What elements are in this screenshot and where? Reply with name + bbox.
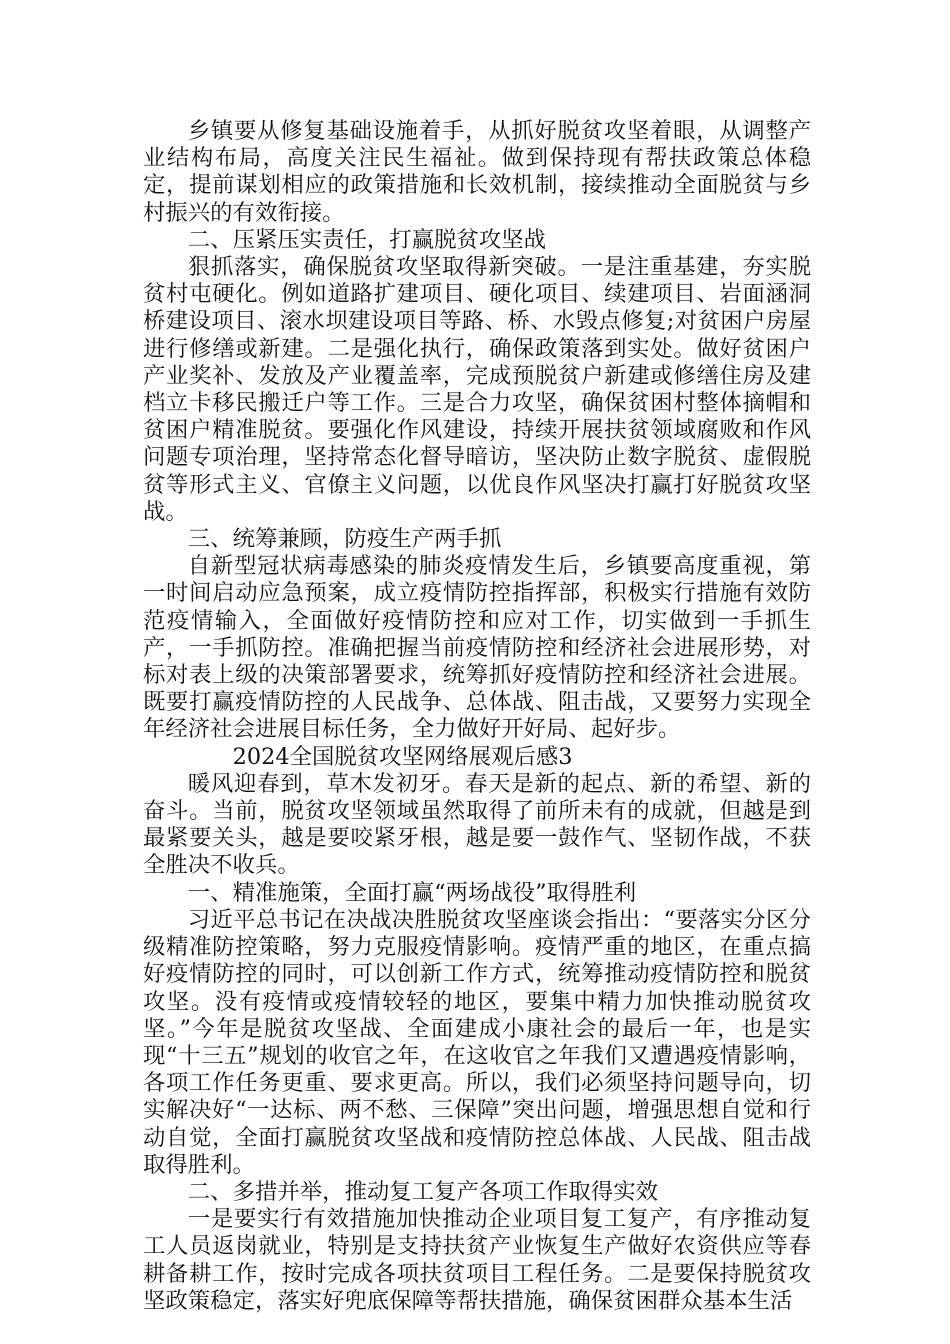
section-heading: 二、多措并举，推动复工复产各项工作取得实效 [187,1178,658,1205]
section-heading: 一、精准施策，全面打赢“两场战役”取得胜利 [187,879,637,906]
body-paragraph: 习近平总书记在决战决胜脱贫攻坚座谈会指出：“要落实分区分级精准防控策略，努力克服疫情影响。疫情严重的地区，在重点搞好疫情防控的同时，可以创新工作方式，统筹推动疫情防控和脱贫攻坚。没有疫情或疫情较轻的地区，要集中精力加快推动脱贫攻坚。”今年是脱贫攻坚战、全面建成小康社会的最后一年，也是实现“十三五”规划的收官之年，在这收官之年我们又遭遇疫情影响，各项工作任务更重、要求更高。所以，我们必须坚持问题导向，切实解决好“一达标、两不愁、三保障”突出问题，增强思想自觉和行动自觉，全面打赢脱贫攻坚战和疫情防控总体战、人民战、阻击战取得胜利。 [143,906,811,1178]
body-paragraph: 自新型冠状病毒感染的肺炎疫情发生后，乡镇要高度重视，第一时间启动应急预案，成立疫情防控指挥部，积极实行措施有效防范疫情输入，全面做好疫情防控和应对工作，切实做到一手抓生产，一手抓防控。准确把握当前疫情防控和经济社会进展形势，对标对表上级的决策部署要求，统筹抓好疫情防控和经济社会进展。既要打赢疫情防控的人民战争、总体战、阻击战，又要努力实现全年经济社会进展目标任务，全力做好开好局、起好步。 [143,553,811,743]
body-paragraph: 暖风迎春到，草木发初牙。春天是新的起点、新的希望、新的奋斗。当前，脱贫攻坚领域虽然取得了前所未有的成就，但越是到最紧要关头，越是要咬紧牙根，越是要一鼓作气、坚韧作战，不获全胜决不收兵。 [143,770,811,879]
article-subtitle: 2024全国脱贫攻坚网络展观后感3 [232,743,573,770]
body-paragraph: 乡镇要从修复基础设施着手，从抓好脱贫攻坚着眼，从调整产业结构布局，高度关注民生福祉。做到保持现有帮扶政策总体稳定，提前谋划相应的政策措施和长效机制，接续推动全面脱贫与乡村振兴的有效衔接。 [143,118,811,226]
body-paragraph: 狠抓落实，确保脱贫攻坚取得新突破。一是注重基建，夯实脱贫村屯硬化。例如道路扩建项目、硬化项目、续建项目、岩面涵洞桥建设项目、滚水坝建设项目等路、桥、水毁点修复;对贫困户房屋进行修缮或新建。二是强化执行，确保政策落到实处。做好贫困户产业奖补、发放及产业覆盖率，完成预脱贫户新建或修缮住房及建档立卡移民搬迁户等工作。三是合力攻坚，确保贫困村整体摘帽和贫困户精准脱贫。要强化作风建设，持续开展扶贫领域腐败和作风问题专项治理，坚持常态化督导暗访，坚决防止数字脱贫、虚假脱贫等形式主义、官僚主义问题，以优良作风坚决打赢打好脱贫攻坚战。 [143,254,811,525]
body-paragraph: 一是要实行有效措施加快推动企业项目复工复产，有序推动复工人员返岗就业，特别是支持扶贫产业恢复生产做好农资供应等春耕备耕工作，按时完成各项扶贫项目工程任务。二是要保持脱贫攻坚政策稳定，落实好兜底保障等帮扶措施，确保贫困群众基本生活 [143,1206,811,1314]
section-heading: 三、统筹兼顾，防疫生产两手抓 [187,526,502,553]
document-page [143,118,811,1315]
section-heading: 二、压紧压实责任，打赢脱贫攻坚战 [187,226,547,253]
